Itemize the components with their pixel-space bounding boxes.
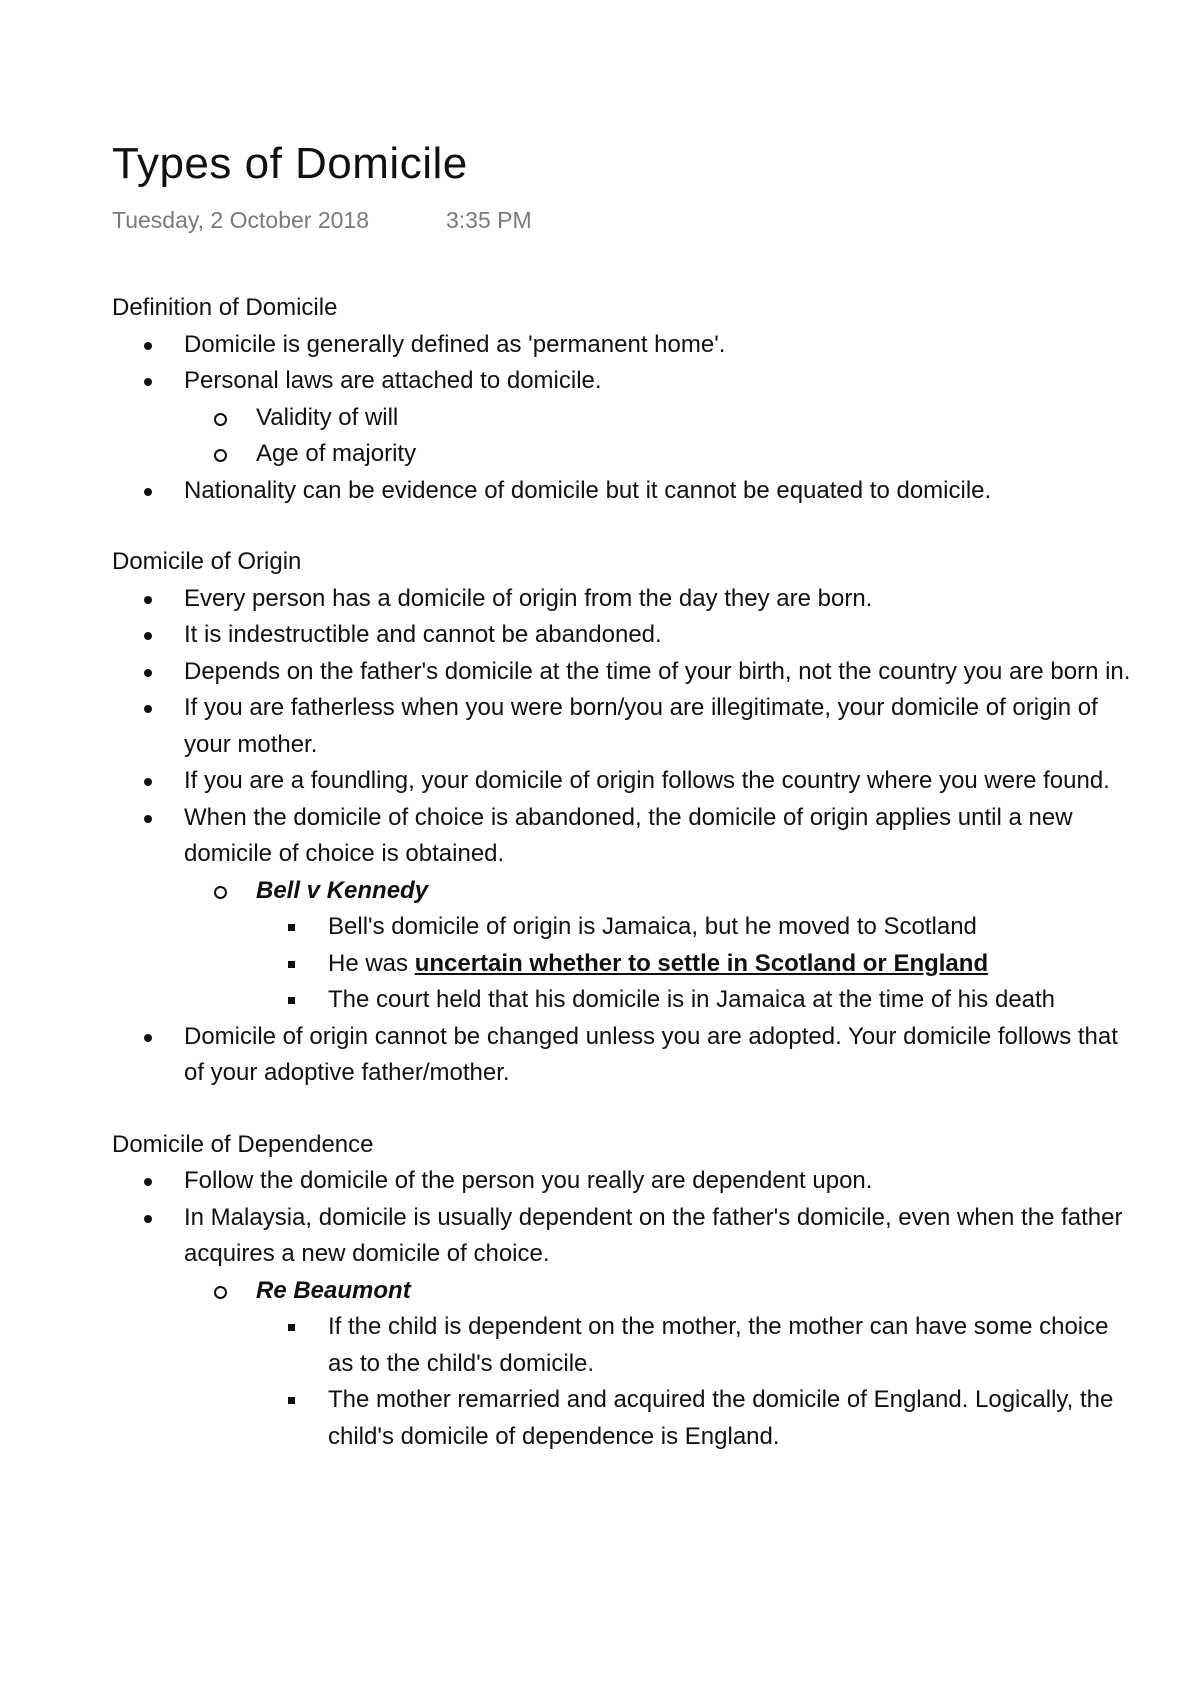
list-item-text: When the domicile of choice is abandoned, the domicile of origin applies until a new domicile of choice is obtained. [184, 803, 1073, 867]
bullet-dot-icon [144, 1215, 152, 1223]
list-item [256, 1309, 1132, 1382]
case-name: Bell v Kennedy [256, 876, 429, 904]
bullet-dot-icon [144, 488, 152, 496]
list-item [112, 1163, 1132, 1200]
list-item [112, 363, 1132, 473]
note-timestamp [112, 205, 532, 235]
sub-bullet-list [184, 400, 1132, 473]
bullet-list [112, 581, 1132, 1092]
bullet-list [112, 1163, 1132, 1455]
bullet-dot-icon [144, 778, 152, 786]
bullet-square-icon [288, 924, 295, 931]
list-item [112, 581, 1132, 618]
list-item-text: Age of majority [256, 440, 417, 467]
list-item-text: The mother remarried and acquired the domicile of England. Logically, the child's domicile of dependence is England. [328, 1386, 1114, 1450]
list-item-text: Follow the domicile of the person you really are dependent upon. [184, 1167, 873, 1194]
bullet-dot-icon [144, 1178, 152, 1186]
sub-sub-bullet-list [256, 909, 1132, 1019]
list-item-text: If the child is dependent on the mother, the mother can have some choice as to the child's domicile. [328, 1313, 1109, 1377]
list-item-text: Every person has a domicile of origin from the day they are born. [184, 584, 873, 612]
list-item [112, 617, 1132, 654]
bullet-circle-icon [214, 413, 227, 426]
list-item [184, 436, 1132, 473]
list-item-text: Domicile of origin cannot be changed unless you are adopted. Your domicile follows that of your adoptive father/mother. [184, 1022, 1118, 1086]
list-item [112, 800, 1132, 1019]
list-item-text: If you are a foundling, your domicile of origin follows the country where you were found. [184, 767, 1110, 794]
page-title: Types of Domicile [112, 139, 468, 188]
list-item [184, 873, 1132, 1019]
list-item-text: Domicile is generally defined as 'permanent home'. [184, 330, 726, 358]
list-item-text: It is indestructible and cannot be abandoned. [184, 621, 662, 648]
bullet-dot-icon [144, 596, 152, 604]
list-item-text: Validity of will [256, 403, 399, 431]
list-item [256, 909, 1132, 946]
list-item [256, 1382, 1132, 1455]
bullet-circle-icon [214, 1286, 227, 1299]
bullet-square-icon [288, 997, 295, 1004]
list-item [112, 327, 1132, 364]
case-name: Re Beaumont [256, 1276, 411, 1304]
sub-sub-bullet-list [256, 1309, 1132, 1455]
bullet-square-icon [288, 1324, 295, 1331]
note-date: Tuesday, 2 October 2018 [112, 207, 369, 233]
bullet-dot-icon [144, 632, 152, 640]
bullet-dot-icon [144, 705, 152, 713]
bullet-circle-icon [214, 449, 227, 462]
bullet-list [112, 327, 1132, 510]
list-item [184, 1273, 1132, 1456]
bullet-dot-icon [144, 669, 152, 677]
bullet-dot-icon [144, 378, 152, 386]
list-item [112, 1200, 1132, 1456]
bullet-dot-icon [144, 815, 152, 823]
list-item-text: Nationality can be evidence of domicile but it cannot be equated to domicile. [184, 476, 992, 504]
list-item [112, 1019, 1132, 1092]
section-heading: Domicile of Origin [112, 548, 302, 575]
list-item-text: Personal laws are attached to domicile. [184, 367, 602, 394]
list-item-text-prefix: He was [328, 949, 415, 977]
list-item [112, 473, 1132, 510]
list-item-text: Bell's domicile of origin is Jamaica, but he moved to Scotland [328, 913, 977, 940]
section-heading: Definition of Domicile [112, 294, 338, 321]
list-item-text: Depends on the father's domicile at the time of your birth, not the country you are born in. [184, 657, 1131, 685]
bullet-dot-icon [144, 1034, 152, 1042]
bullet-circle-icon [214, 886, 227, 899]
list-item [112, 690, 1132, 763]
bullet-dot-icon [144, 342, 152, 350]
emphasized-text: uncertain whether to settle in Scotland or England [414, 949, 989, 977]
list-item [256, 946, 1132, 983]
list-item [184, 400, 1132, 437]
list-item-text: The court held that his domicile is in Jamaica at the time of his death [328, 986, 1056, 1013]
list-item-text: In Malaysia, domicile is usually dependent on the father's domicile, even when the father acquires a new domicile of choice. [184, 1203, 1123, 1267]
note-body [112, 290, 1132, 1490]
list-item [112, 654, 1132, 691]
section-heading: Domicile of Dependence [112, 1130, 374, 1158]
section-definition [112, 290, 1132, 509]
sub-bullet-list [184, 1273, 1132, 1456]
list-item [256, 982, 1132, 1019]
bullet-square-icon [288, 1397, 295, 1404]
section-dependence [112, 1127, 1132, 1456]
bullet-square-icon [288, 961, 295, 968]
note-time: 3:35 PM [446, 207, 532, 233]
sub-bullet-list [184, 873, 1132, 1019]
list-item [112, 763, 1132, 800]
list-item-text: If you are fatherless when you were born/you are illegitimate, your domicile of origin of your mother. [184, 694, 1098, 758]
section-origin [112, 544, 1132, 1092]
